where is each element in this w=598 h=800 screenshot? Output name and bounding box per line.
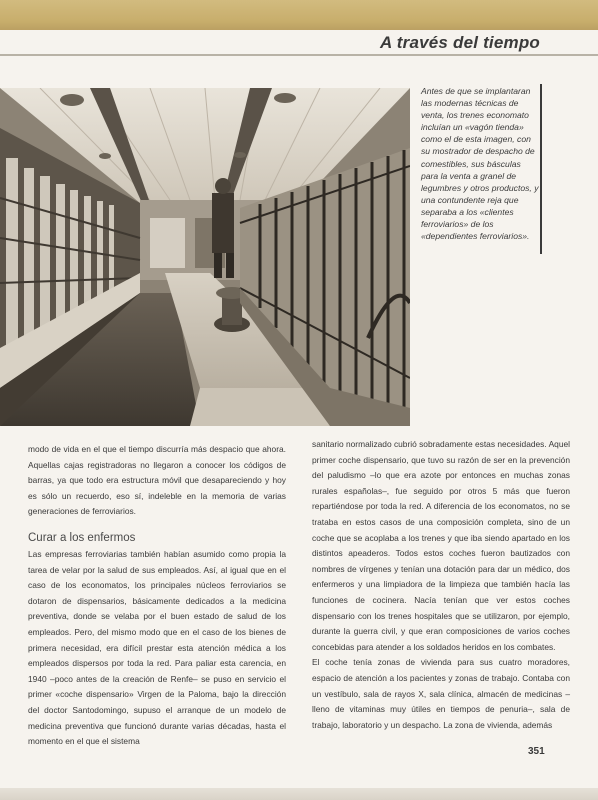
left-column [28, 442, 286, 750]
subheading: Curar a los enfermos [28, 531, 136, 544]
right-column [312, 437, 570, 733]
bottom-band [0, 788, 598, 800]
header-rule [0, 54, 598, 56]
store-car-photo [0, 88, 410, 426]
left-intro-paragraph: modo de vida en el que el tiempo discurría más despacio que ahora. Aquellas cajas registradoras no llegaron a conocer los códigos de barras, ya que todo era estructura móvil que desapareciendo y hoy es sólo un recuerdo, eso sí, indeleble en la memoria de varias generaciones de ferroviarios. [28, 444, 286, 517]
caption-rule [540, 84, 542, 254]
left-main-paragraph: Las empresas ferroviarias también habían asumido como propia la tarea de velar por la salud de sus empleados. Así, al igual que en el caso de los economatos, los principales núcleos ferroviarios se dotaron de dispensarios, básicamente dedicados a la medicina preventiva, donde se velaba por el buen estado de salud de los empleados. Pero, del mismo modo que en el caso de los bienes de primera necesidad, era difícil prestar esta atención médica a los empleados dispersos por toda la red. Para paliar esta carencia, en 1940 –poco antes de la creación de Renfe– se puso en servicio el primer «coche dispensario» Virgen de la Paloma, bajo la dirección del doctor Santodomingo, supuso el arranque de un modelo de medicina preventiva que funcionó durante varias décadas, hasta el momento en el que el sistema [28, 548, 286, 747]
section-title: A través del tiempo [380, 33, 540, 52]
top-decorative-band [0, 0, 598, 30]
right-paragraph-2: El coche tenía zonas de vivienda para sus cuatro moradores, espacio de atención a los pacientes y zonas de trabajo. Contaba con un vestíbulo, sala de rayos X, sala clínica, almacén de medicinas –lleno de vitaminas muy útiles en tiempos de penuria–, sala de trabajo, laboratorio y un despacho. La zona de vivienda, además [312, 657, 570, 730]
photo-caption: Antes de que se implantaran las modernas técnicas de venta, los trenes economato incluían un «vagón tienda» como el de esta imagen, con su mostrador de despacho de comestibles, sus básculas para la venta a granel de legumbres y otros productos, y una contundente reja que separaba a los «clientes ferroviarios» de los «dependientes ferroviarios». [421, 86, 539, 242]
right-paragraph-1: sanitario normalizado cubrió sobradamente estas necesidades. Aquel primer coche dispensario, que tuvo su razón de ser en la prevención del paludismo –lo que era azote por entonces en muchas zonas rurales españolas–, fue seguido por otros 5 más que fueron repartiéndose por toda la red. A diferencia de los economatos, no se trataba en estos casos de una composición completa, sino de un coche que se acoplaba a los trenes y que iba siendo apartado en los distintos apeaderos. Todos estos coches fueron bautizados con nombres de vírgenes y tenían una dotación para dar un médico, dos enfermeros y una limpiadora de la limpieza que también hacía las funciones de cocinera. Nacía tenían que ver estos coches dispensario con los trenes hospitales que se utilizaron, por ejemplo, durante la guerra civil, y que eran composiciones de varios coches concebidas para atender a los soldados heridos en los combates. [312, 439, 570, 652]
page-number: 351 [528, 746, 545, 757]
